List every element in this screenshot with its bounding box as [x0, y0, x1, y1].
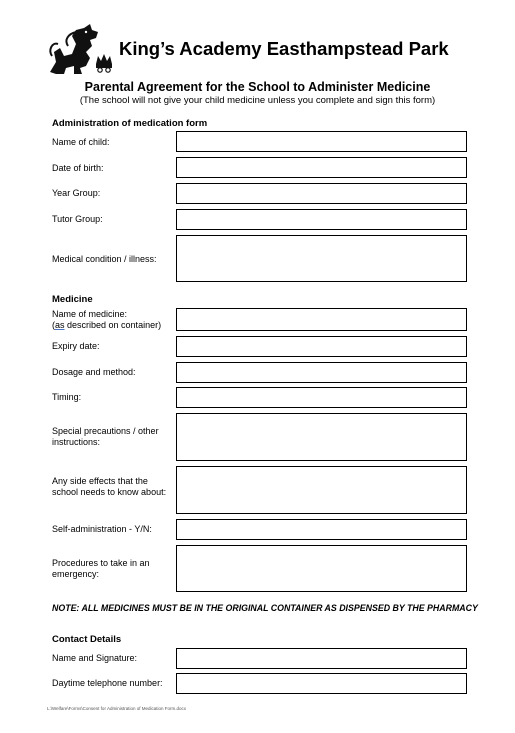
year-group-label: Year Group: — [52, 188, 101, 198]
procedures-field[interactable] — [176, 545, 467, 592]
name-of-medicine-label-line1: Name of medicine: — [52, 309, 128, 319]
dosage-method-label: Dosage and method: — [52, 367, 136, 377]
date-of-birth-field[interactable] — [176, 157, 467, 178]
section-heading-contact: Contact Details — [52, 634, 122, 645]
side-effects-field[interactable] — [176, 466, 467, 514]
special-precautions-line1: Special precautions / other — [52, 426, 159, 436]
form-subtitle: (The school will not give your child medicine unless you complete and sign this form) — [79, 95, 436, 106]
side-effects-line1: Any side effects that the — [52, 476, 148, 486]
side-effects-line2: school needs to know about: — [52, 487, 167, 497]
name-of-medicine-label-line2 — [52, 320, 161, 331]
daytime-phone-field[interactable] — [176, 673, 467, 694]
date-of-birth-label: Date of birth: — [52, 163, 104, 173]
procedures-line2: emergency: — [52, 569, 100, 579]
name-signature-field[interactable] — [176, 648, 467, 669]
container-note: NOTE: ALL MEDICINES MUST BE IN THE ORIGINAL CONTAINER AS DISPENSED BY THE PHARMACY — [52, 603, 478, 613]
described-text: described on container) — [64, 320, 162, 330]
special-precautions-field[interactable] — [176, 413, 467, 461]
timing-field[interactable] — [176, 387, 467, 408]
special-precautions-label — [52, 426, 159, 448]
medical-condition-field[interactable] — [176, 235, 467, 282]
as-word: as — [55, 320, 65, 330]
lion-crown-crest-icon — [46, 22, 116, 76]
expiry-date-field[interactable] — [176, 336, 467, 357]
form-title: Parental Agreement for the School to Administer Medicine — [84, 80, 431, 94]
special-precautions-line2: instructions: — [52, 437, 101, 447]
tutor-group-label: Tutor Group: — [52, 214, 103, 224]
year-group-field[interactable] — [176, 183, 467, 204]
paren-open: ( — [52, 320, 55, 330]
name-of-medicine-field[interactable] — [176, 308, 467, 331]
section-heading-administration: Administration of medication form — [52, 118, 208, 129]
tutor-group-field[interactable] — [176, 209, 467, 230]
medical-condition-label: Medical condition / illness: — [52, 254, 157, 264]
name-signature-label: Name and Signature: — [52, 653, 138, 663]
name-of-child-label: Name of child: — [52, 137, 110, 147]
file-path-footer: L:\Welfare\Forms\Consent for Administration of Medication Form.docx — [47, 706, 186, 711]
procedures-line1: Procedures to take in an — [52, 558, 150, 568]
timing-label: Timing: — [52, 392, 82, 402]
self-administration-label: Self-administration - Y/N: — [52, 524, 152, 534]
school-name: King’s Academy Easthampstead Park — [119, 38, 449, 59]
procedures-label — [52, 558, 150, 580]
daytime-phone-label: Daytime telephone number: — [52, 678, 163, 688]
expiry-date-label: Expiry date: — [52, 341, 100, 351]
self-administration-field[interactable] — [176, 519, 467, 540]
section-heading-medicine: Medicine — [52, 294, 93, 305]
dosage-method-field[interactable] — [176, 362, 467, 383]
side-effects-label — [52, 476, 166, 498]
name-of-child-field[interactable] — [176, 131, 467, 152]
name-of-medicine-label — [52, 309, 161, 331]
